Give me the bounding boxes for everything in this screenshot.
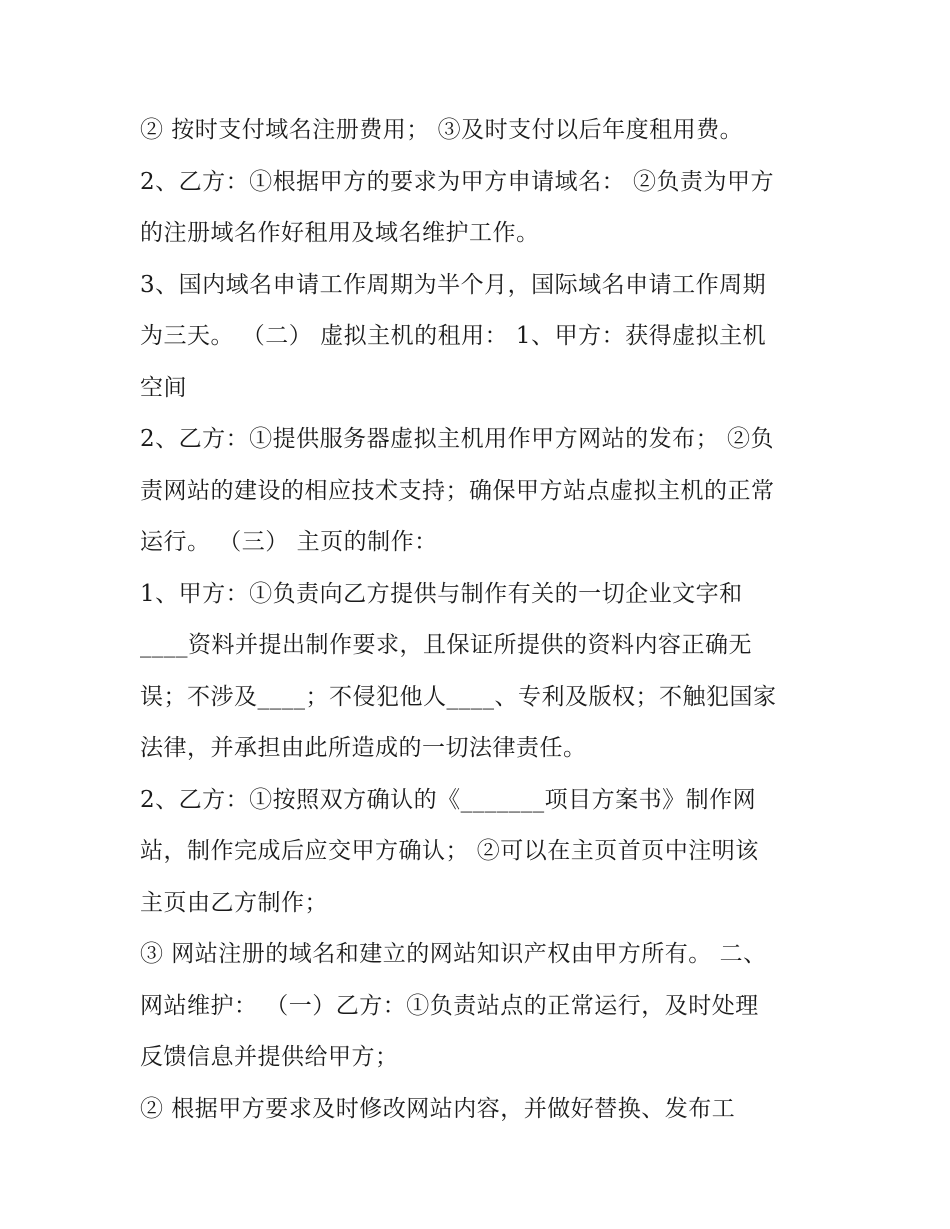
text-line: 1、甲方：①负责向乙方提供与制作有关的一切企业文字和 [140,580,743,607]
text-line: 误；不涉及____；不侵犯他人____、专利及版权；不触犯国家 [140,683,777,710]
text-line: 站，制作完成后应交甲方确认； ②可以在主页首页中注明该 [140,838,759,864]
text-line: 网站维护： （一）乙方：①负责站点的正常运行，及时处理 [140,992,759,1019]
text-line: ② 按时支付域名注册费用； ③及时支付以后年度租用费。 [140,117,744,143]
text-line: 2、乙方：①根据甲方的要求为甲方申请域名： ②负责为甲方 [140,168,774,195]
text-line: ____资料并提出制作要求，且保证所提供的资料内容正确无 [140,632,752,658]
text-line: 3、国内域名申请工作周期为半个月，国际域名申请工作周期 [140,271,767,298]
text-line: 责网站的建设的相应技术支持；确保甲方站点虚拟主机的正常 [140,477,775,504]
text-line: ② 根据甲方要求及时修改网站内容，并做好替换、发布工 [140,1095,736,1122]
text-line: 运行。 （三） 主页的制作： [140,529,438,555]
text-line: 为三天。 （二） 虚拟主机的租用： 1、甲方：获得虚拟主机 [140,323,767,349]
text-line: 2、乙方：①提供服务器虚拟主机用作甲方网站的发布； ②负 [140,426,774,452]
text-line: 法律，并承担由此所造成的一切法律责任。 [140,735,587,761]
text-line: 2、乙方：①按照双方确认的《_______项目方案书》制作网 [140,786,757,813]
text-line: 的注册域名作好租用及域名维护工作。 [140,220,540,246]
text-line: 空间 [140,374,187,401]
document-body [140,105,830,1135]
text-line: ③ 网站注册的域名和建立的网站知识产权由甲方所有。 二、 [140,941,767,967]
text-line: 反馈信息并提供给甲方； [140,1044,399,1070]
text-line: 主页由乙方制作； [140,889,328,916]
